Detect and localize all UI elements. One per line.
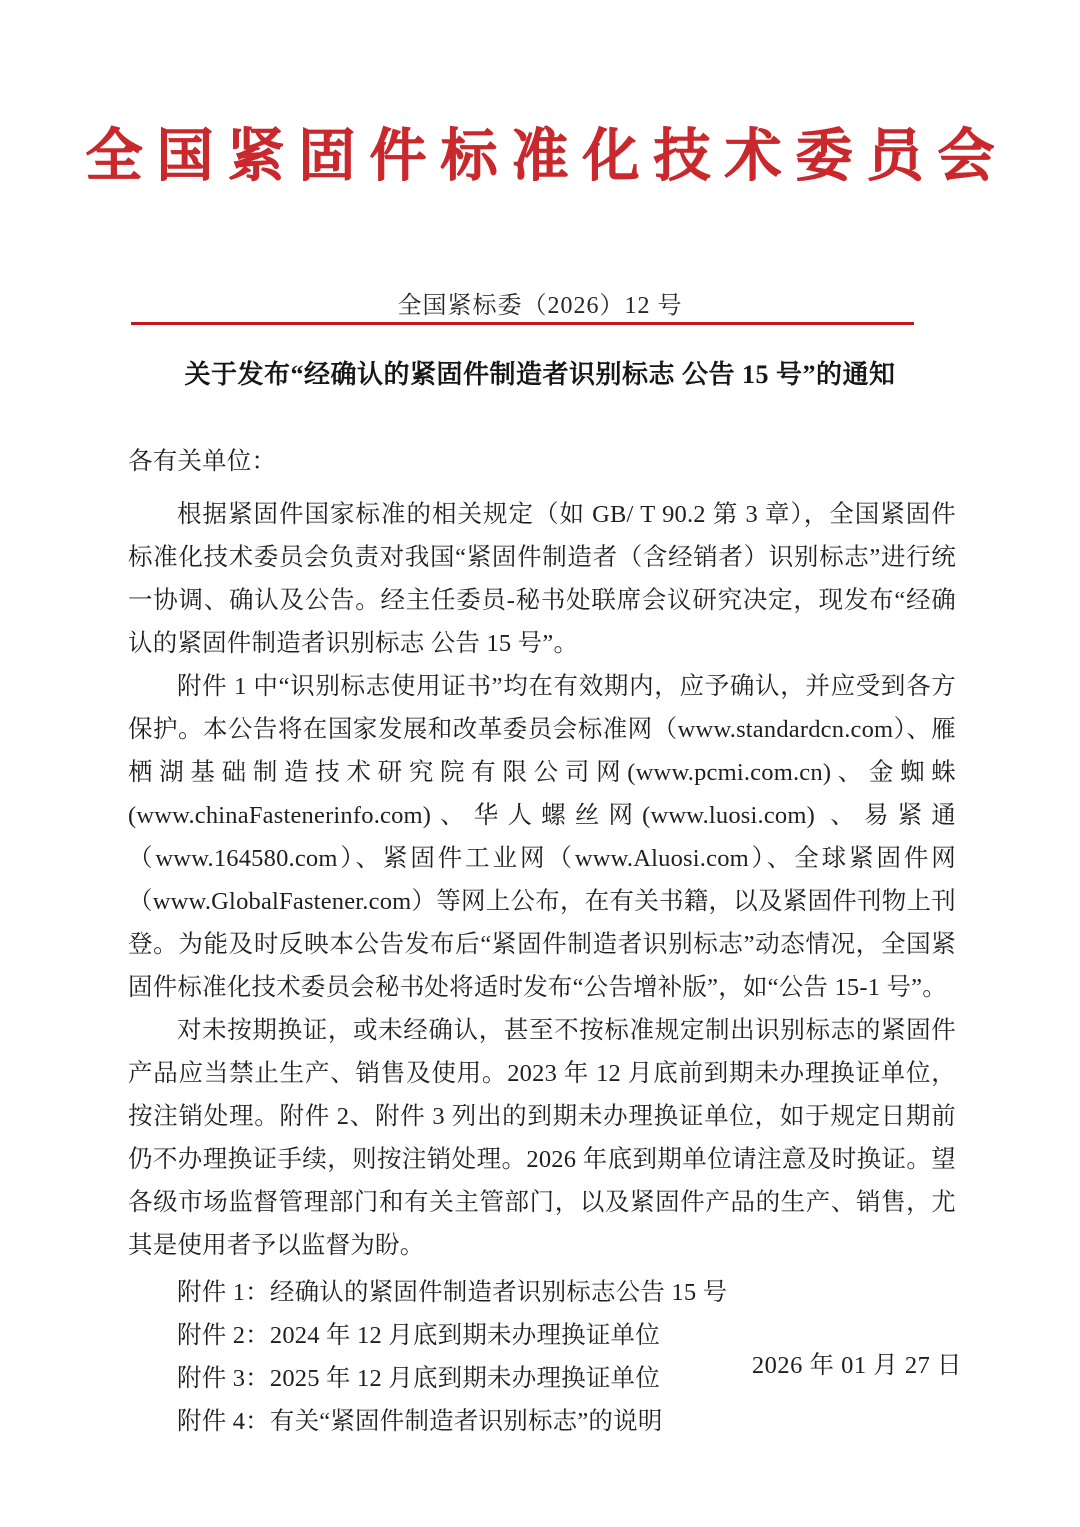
page-title: 关于发布“经确认的紧固件制造者识别标志 公告 15 号”的通知 — [184, 360, 896, 389]
issue-date: 2026 年 01 月 27 日 — [751, 1352, 962, 1379]
masthead — [0, 126, 1080, 188]
attachment-item-2: 附件 2：2024 年 12 月底到期未办理换证单位 — [177, 1322, 660, 1349]
attachment-item-1: 附件 1：经确认的紧固件制造者识别标志公告 15 号 — [177, 1279, 728, 1306]
organization-title: 全国紧固件标准化技术委员会 — [85, 125, 1009, 188]
red-divider-rule — [131, 322, 914, 325]
body-paragraph-3: 对未按期换证，或未经确认，甚至不按标准规定制出识别标志的紧固件产品应当禁止生产、销售及使用。2023 年 12 月底前到期未办理换证单位，按注销处理。附件 2、附件 3 列出的到期未办理换证单位，如于规定日期前仍不办理换证手续，则按注销处理。2026 年底到期单位请注意及时换证。望各级市场监督管理部门和有关主管部门，以及紧固件产品的生产、销售，尤其是使用者予以监督为盼。 — [128, 1017, 956, 1259]
document-number: 全国紧标委（2026）12 号 — [397, 293, 683, 319]
attachment-item-4: 附件 4：有关“紧固件制造者识别标志”的说明 — [177, 1408, 663, 1435]
attachment-item-3: 附件 3：2025 年 12 月底到期未办理换证单位 — [177, 1365, 660, 1392]
document-body — [128, 440, 956, 1443]
body-paragraph-1: 根据紧固件国家标准的相关规定（如 GB/ T 90.2 第 3 章），全国紧固件标准化技术委员会负责对我国“紧固件制造者（含经销者）识别标志”进行统一协调、确认及公告。经主任委员-秘书处联席会议研究决定，现发布“经确认的紧固件制造者识别标志 公告 15 号”。 — [128, 501, 956, 657]
salutation: 各有关单位： — [128, 448, 277, 475]
body-paragraph-2: 附件 1 中“识别标志使用证书”均在有效期内，应予确认，并应受到各方保护。本公告将在国家发展和改革委员会标准网（www.standardcn.com）、雁栖湖基础制造技术研究院有限公司网(www.pcmi.com.cn)、金蜘蛛(www.chinaFastenerinfo.com)、华人螺丝网(www.luosi.com) 、易紧通（www.164580.com）、紧固件工业网（www.Aluosi.com）、全球紧固件网（www.GlobalFastener.com）等网上公布，在有关书籍，以及紧固件刊物上刊登。为能及时反映本公告发布后“紧固件制造者识别标志”动态情况，全国紧固件标准化技术委员会秘书处将适时发布“公告增补版”，如“公告 15-1 号”。 — [128, 673, 956, 1001]
